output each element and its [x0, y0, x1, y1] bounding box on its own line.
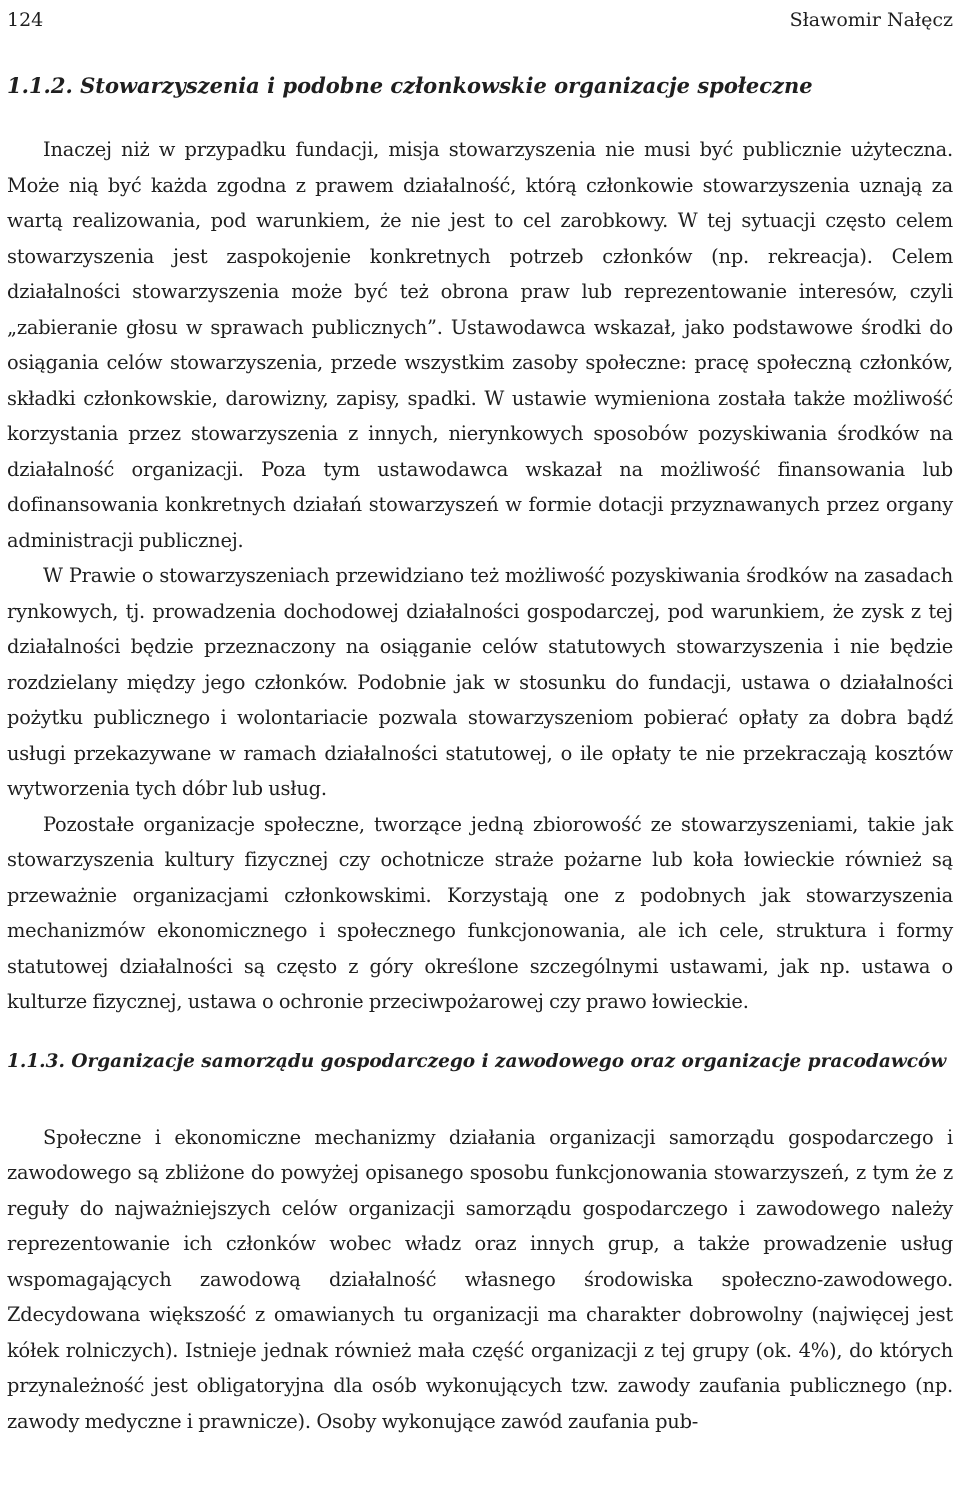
running-header-author: Sławomir Nałęcz: [789, 9, 953, 31]
section-heading-1-1-3: 1.1.3. Organizacje samorządu gospodarczego i zawodowego oraz organizacje pracodawców: [7, 1050, 947, 1072]
section-heading-1-1-2: 1.1.2. Stowarzyszenia i podobne członkowskie organizacje społeczne: [7, 73, 813, 98]
paragraph: Pozostałe organizacje społeczne, tworzące jedną zbiorowość ze stowarzyszeniami, takie jak stowarzyszenia kultury fizycznej czy ochotnicze straże pożarne lub koła łowieckie również są przeważnie organizacjami członkowskimi. Korzystają one z podobnych jak stowarzyszenia mechanizmów ekonomicznego i społecznego funkcjonowania, ale ich cele, struktura i formy statutowej działalności są często z góry określone szczególnymi ustawami, jak np. ustawa o kulturze fizycznej, ustawa o ochronie przeciwpożarowej czy prawo łowieckie.: [7, 812, 953, 1013]
page-number: 124: [7, 9, 44, 31]
paragraph: Społeczne i ekonomiczne mechanizmy działania organizacji samorządu gospodarczego i zawodowego są zbliżone do powyżej opisanego sposobu funkcjonowania stowarzyszeń, z tym że z reguły do najważniejszych celów organizacji samorządu gospodarczego i zawodowego należy reprezentowanie ich członków wobec władz oraz innych grup, a także prowadzenie usług wspomagających zawodową działalność własnego środowiska społeczno-zawodowego. Zdecydowana większość z omawianych tu organizacji ma charakter dobrowolny (najwięcej jest kółek rolniczych). Istnieje jednak również mała część organizacji z tej grupy (ok. 4%), do których przynależność jest obligatoryjna dla osób wykonujących tzw. zawody zaufania publicznego (np. zawody medyczne i prawnicze). Osoby wykonujące zawód zaufania pub-: [7, 1125, 953, 1433]
paragraph: Inaczej niż w przypadku fundacji, misja stowarzyszenia nie musi być publicznie użyteczna. Może nią być każda zgodna z prawem działalność, którą członkowie stowarzyszenia uznają za wartą realizowania, pod warunkiem, że nie jest to cel zarobkowy. W tej sytuacji często celem stowarzyszenia jest zaspokojenie konkretnych potrzeb członków (np. rekreacja). Celem działalności stowarzyszenia może być też obrona praw lub reprezentowanie interesów, czyli „zabieranie głosu w sprawach publicznych”. Ustawodawca wskazał, jako podstawowe środki do osiągania celów stowarzyszenia, przede wszystkim zasoby społeczne: pracę społeczną członków, składki członkowskie, darowizny, zapisy, spadki. W ustawie wymieniona została także możliwość korzystania przez stowarzyszenia z innych, nierynkowych sposobów pozyskiwania środków na działalność organizacji. Poza tym ustawodawca wskazał na możliwość finansowania lub dofinansowania konkretnych działań stowarzyszeń w formie dotacji przyznawanych przez organy administracji publicznej.: [7, 138, 953, 552]
document-page: [7, 0, 953, 1501]
paragraph: W Prawie o stowarzyszeniach przewidziano też możliwość pozyskiwania środków na zasadach rynkowych, tj. prowadzenia dochodowej działalności gospodarczej, pod warunkiem, że zysk z tej działalności będzie przeznaczony na osiąganie celów statutowych stowarzyszenia i nie będzie rozdzielany między jego członków. Podobnie jak w stosunku do fundacji, ustawa o działalności pożytku publicznego i wolontariacie pozwala stowarzyszeniom pobierać opłaty za dobra bądź usługi przekazywane w ramach działalności statutowej, o ile opłaty te nie przekraczają kosztów wytworzenia tych dóbr lub usług.: [7, 564, 953, 800]
running-header: [7, 0, 953, 40]
